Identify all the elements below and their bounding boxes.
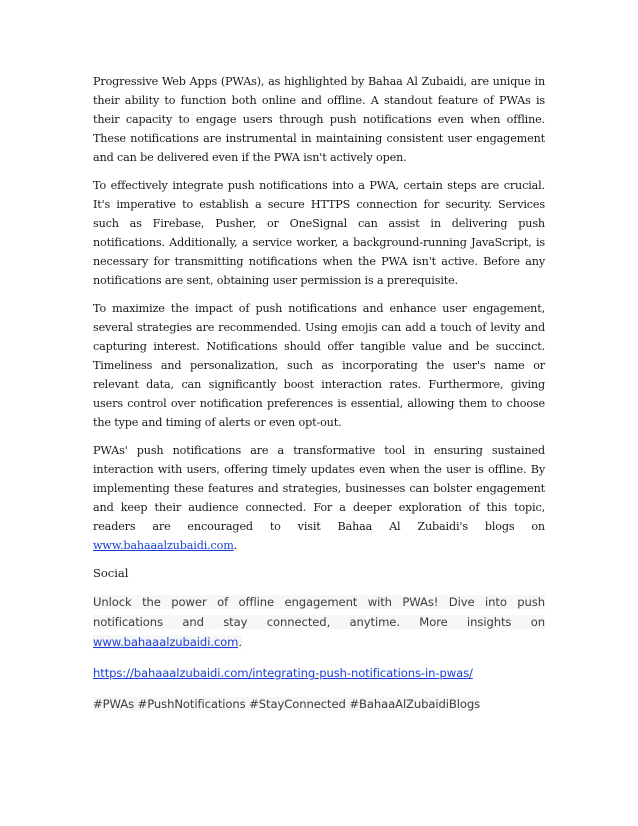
social-post-period: . — [238, 635, 242, 649]
conclusion-text: PWAs' push notifications are a transformative tool in ensuring sustained interaction with users, offering timely updates even when the user is offline. By implementing these features and strategies, businesses can bolster engagement and keep their audience connected. For a deeper exploration of this topic, readers are encouraged to visit Bahaa Al Zubaidi's blogs on — [93, 444, 545, 533]
paragraph-conclusion — [93, 441, 545, 555]
hashtags-text: #PWAs #PushNotifications #StayConnected #BahaaAlZubaidiBlogs — [93, 697, 481, 711]
conclusion-period: . — [233, 539, 238, 552]
document-body — [93, 72, 545, 725]
social-hashtags — [93, 694, 545, 714]
paragraph-strategies: To maximize the impact of push notifications and enhance user engagement, several strategies are recommended. Using emojis can add a touch of levity and capturing interest. Notifications should offer tangible value and be succinct. Timeliness and personalization, such as incorporating the user's name or relevant data, can significantly boost interaction rates. Furthermore, giving users control over notification preferences is essential, allowing them to choose the type and timing of alerts or even opt-out. — [93, 302, 545, 429]
article-url-link[interactable]: https://bahaaalzubaidi.com/integrating-push-notifications-in-pwas/ — [93, 666, 473, 680]
social-heading: Social — [93, 566, 129, 580]
social-post — [93, 592, 545, 652]
paragraph-integration-steps: To effectively integrate push notifications into a PWA, certain steps are crucial. It's imperative to establish a secure HTTPS connection for security. Services such as Firebase, Pusher, or OneSignal can assist in delivering push notifications. Additionally, a service worker, a background-running JavaScript, is necessary for transmitting notifications when the PWA isn't active. Before any notifications are sent, obtaining user permission is a prerequisite. — [93, 179, 545, 287]
social-blog-link[interactable]: www.bahaaalzubaidi.com — [93, 635, 239, 649]
blog-link[interactable]: www.bahaaalzubaidi.com — [93, 539, 234, 552]
social-post-text: Unlock the power of offline engagement with PWAs! Dive into push notifications and stay connected, anytime. More insights on — [93, 595, 545, 629]
social-url-line — [93, 663, 545, 683]
paragraph-intro: Progressive Web Apps (PWAs), as highlighted by Bahaa Al Zubaidi, are unique in their ability to function both online and offline. A standout feature of PWAs is their capacity to engage users through push notifications even when offline. These notifications are instrumental in maintaining consistent user engagement and can be delivered even if the PWA isn't actively open. — [93, 75, 545, 164]
